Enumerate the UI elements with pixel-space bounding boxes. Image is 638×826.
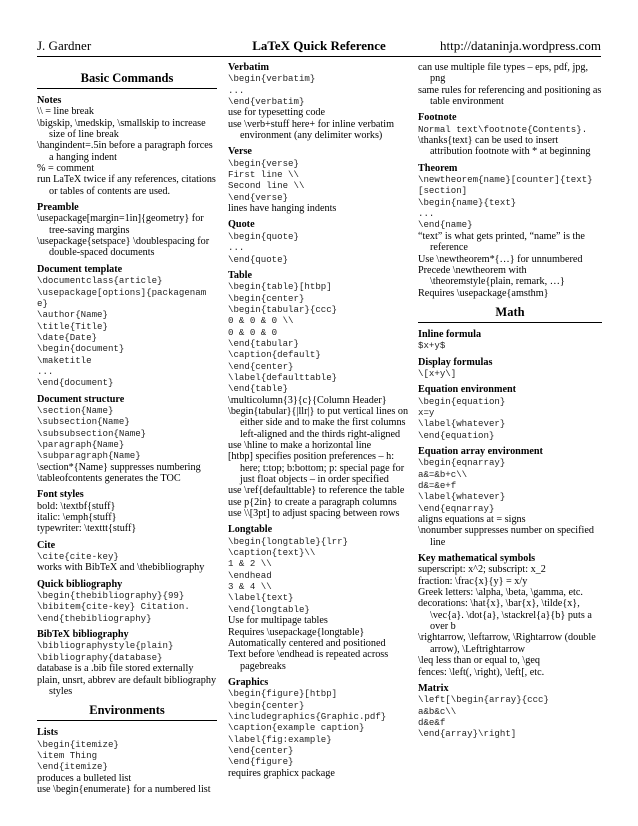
body-text: Greek letters: \alpha, \beta, \gamma, etc.: [418, 587, 583, 599]
body-text: \rightarrow, \leftarrow, \Rightarrow (double arrow), \Leftrightarrow: [418, 632, 596, 655]
subsection-heading: Cite: [37, 539, 56, 551]
body-text: [htbp] specifies position preferences – h: here; t:top; b:bottom; p: special page for just float objects – in order specified: [228, 451, 405, 486]
page-header: [37, 38, 601, 54]
code-block: \begin{verbatim} ... \end{verbatim}: [228, 73, 316, 108]
body-text: \hangindent=.5in before a paragraph forces a hanging indent: [37, 140, 213, 163]
body-text: can use multiple file types – eps, pdf, jpg, png: [418, 62, 589, 85]
body-text: use \verb+stuff here+ for inline verbatim environment (any delimiter works): [228, 118, 395, 142]
subsection-heading: Document structure: [37, 393, 125, 405]
code-block: \[x+y\]: [418, 367, 457, 379]
subsection-heading: Matrix: [418, 682, 449, 694]
body-text: “text” is what gets printed, “name” is the reference: [418, 230, 585, 254]
body-text: \tableofcontents generates the TOC: [37, 473, 181, 484]
body-text: \nonumber suppresses number on specified line: [418, 525, 594, 548]
body-text: decorations: \hat{x}, \bar{x}, \tilde{x}, \vec{a}. \dot{a}, \stackrel{a}{b} puts a over b: [418, 598, 592, 633]
body-text: requires graphicx package: [228, 767, 335, 779]
body-text: run LaTeX twice if any references, citations or tables of contents are used.: [37, 174, 216, 197]
code-block: $x+y$: [418, 340, 446, 352]
body-text: use for typesetting code: [228, 107, 326, 119]
body-text: use \begin{enumerate} for a numbered list: [37, 783, 211, 795]
column-right: [418, 62, 602, 740]
subsection-heading: Lists: [37, 727, 58, 739]
body-text: Text before \endhead is repeated across pagebreaks: [228, 649, 389, 672]
subsection-heading: Footnote: [418, 112, 457, 124]
body-text: use \ref{defaulttable} to reference the table: [228, 485, 405, 497]
body-text: \usepackage[margin=1in]{geometry} for tree-saving margins: [37, 213, 204, 236]
subsection-heading: Longtable: [228, 524, 273, 536]
subsection-heading: Quick bibliography: [37, 578, 123, 590]
body-text: italic: \emph{stuff}: [37, 512, 117, 524]
body-text: superscript: x^2; subscript: x_2: [418, 564, 546, 576]
body-text: Requires \usepackage{amsthm}: [418, 287, 549, 299]
body-text: database is a .bib file stored externally: [37, 663, 194, 675]
body-text: \usepackage{setspace} \doublespacing for double-spaced documents: [37, 236, 210, 259]
subsection-heading: Graphics: [228, 676, 269, 688]
header-rule: [37, 56, 601, 57]
body-text: Requires \usepackage{longtable}: [228, 626, 365, 638]
code-block: \begin{figure}[htbp] \begin{center} \includegraphics{Graphic.pdf} \caption{example caption} \label{fig:example} \end{center} \end{figure}: [228, 688, 387, 768]
blog-url: http://dataninja.wordpress.com: [439, 38, 601, 53]
subsection-heading: Table: [228, 269, 252, 281]
body-text: use \\[3pt] to adjust spacing between rows: [228, 508, 400, 520]
body-text: % = comment: [37, 163, 95, 175]
body-text: works with BibTeX and \thebibliography: [37, 562, 205, 574]
subsection-heading: Verbatim: [228, 62, 269, 73]
body-text: same rules for referencing and positioning as table environment: [418, 84, 602, 108]
body-text: Use for multipage tables: [228, 615, 328, 627]
subsection-heading: Quote: [228, 219, 255, 231]
code-block: \begin{table}[htbp] \begin{center} \begin{tabular}{ccc} 0 & 0 & 0 \\ 0 & 0 & 0 \end{tabular} \caption{default} \end{center} \label{defaulttable} \end{table}: [228, 281, 338, 395]
column-middle: [228, 62, 412, 779]
body-text: use \hline to make a horizontal line: [228, 440, 372, 451]
subsection-heading: Equation environment: [418, 384, 517, 396]
body-text: \\ = line break: [37, 106, 94, 118]
subsection-heading: BibTeX bibliography: [37, 629, 129, 641]
section-title: Environments: [37, 697, 217, 721]
section-title: Basic Commands: [37, 62, 217, 89]
code-block: \bibliographystyle{plain} \bibliography{database}: [37, 640, 174, 663]
code-block: \begin{quote} ... \end{quote}: [228, 230, 299, 265]
code-block: \begin{eqnarray} a&=&b+c\\ d&=&e+f \label{whatever} \end{eqnarray}: [418, 457, 506, 514]
subsection-heading: Document template: [37, 263, 123, 275]
subsection-heading: Preamble: [37, 202, 79, 214]
subsection-heading: Theorem: [418, 162, 458, 174]
body-text: \section*{Name} suppresses numbering: [37, 461, 201, 473]
subsection-heading: Font styles: [37, 489, 84, 501]
section-title: Math: [418, 299, 602, 323]
body-text: \leq less than or equal to, \geq: [418, 655, 540, 667]
subsection-heading: Equation array environment: [418, 445, 543, 457]
body-text: Precede \newtheorem with \theoremstyle{plain, remark, …}: [418, 264, 565, 288]
body-text: fences: \left(, \right), \left[, etc.: [418, 666, 545, 678]
subsection-heading: Notes: [37, 95, 62, 106]
subsection-heading: Key mathematical symbols: [418, 553, 536, 565]
body-text: aligns equations at = signs: [418, 514, 526, 526]
code-block: \begin{thebibliography}{99} \bibitem{cite-key} Citation. \end{thebibliography}: [37, 590, 190, 624]
body-text: typewriter: \texttt{stuff}: [37, 523, 137, 535]
code-block: \begin{itemize} \item Thing \end{itemize}: [37, 738, 119, 773]
subsection-heading: Verse: [228, 146, 252, 158]
code-block: \begin{equation} x=y \label{whatever} \end{equation}: [418, 395, 506, 441]
body-text: \bigskip, \medskip, \smallskip to increase size of line break: [37, 117, 206, 141]
body-text: Use \newtheorem*{…} for unnumbered: [418, 253, 583, 265]
subsection-heading: Display formulas: [418, 356, 493, 368]
body-text: \thanks{text} can be used to insert attribution footnote with * at beginning: [418, 135, 591, 158]
code-block: \left[\begin{array}{ccc} a&b&c\\ d&e&f \end{array}\right]: [418, 694, 549, 740]
code-block: \cite{cite-key}: [37, 551, 119, 563]
code-block: \section{Name} \subsection{Name} \subsubsection{Name} \paragraph{Name} \subparagraph{Name}: [37, 404, 147, 462]
body-text: plain, unsrt, abbrev are default bibliography styles: [37, 674, 217, 697]
body-text: bold: \textbf{stuff}: [37, 500, 116, 512]
body-text: \begin{tabular}{|llr|} to put vertical lines on either side and to make the first columns left-aligned and the thirds right-aligned: [228, 405, 409, 440]
code-block: \documentclass{article} \usepackage[options]{packagename} \author{Name} \title{Title} \date{Date} \begin{document} \maketitle ... \end{document}: [37, 275, 207, 389]
column-left: [37, 62, 217, 795]
code-block: \newtheorem{name}[counter]{text}[section] \begin{name}{text} ... \end{name}: [418, 174, 593, 231]
body-text: fraction: \frac{x}{y} = x/y: [418, 575, 528, 587]
body-text: \multicolumn{3}{c}{Column Header}: [228, 394, 387, 406]
document-title: LaTeX Quick Reference: [252, 38, 386, 53]
body-text: produces a bulleted list: [37, 772, 132, 784]
body-text: lines have hanging indents: [228, 203, 337, 215]
author: J. Gardner: [37, 38, 92, 53]
code-block: \begin{longtable}{lrr} \caption{text}\\ 1 & 2 \\ \endhead 3 & 4 \\ \label{text} \end{longtable}: [228, 535, 349, 615]
body-text: use p{2in} to create a paragraph columns: [228, 496, 397, 508]
code-block: \begin{verse} First line \\ Second line \\ \end{verse}: [228, 157, 305, 203]
subsection-heading: Inline formula: [418, 328, 482, 340]
code-block: Normal text\footnote{Contents}.: [418, 123, 588, 135]
body-text: Automatically centered and positioned: [228, 637, 386, 649]
